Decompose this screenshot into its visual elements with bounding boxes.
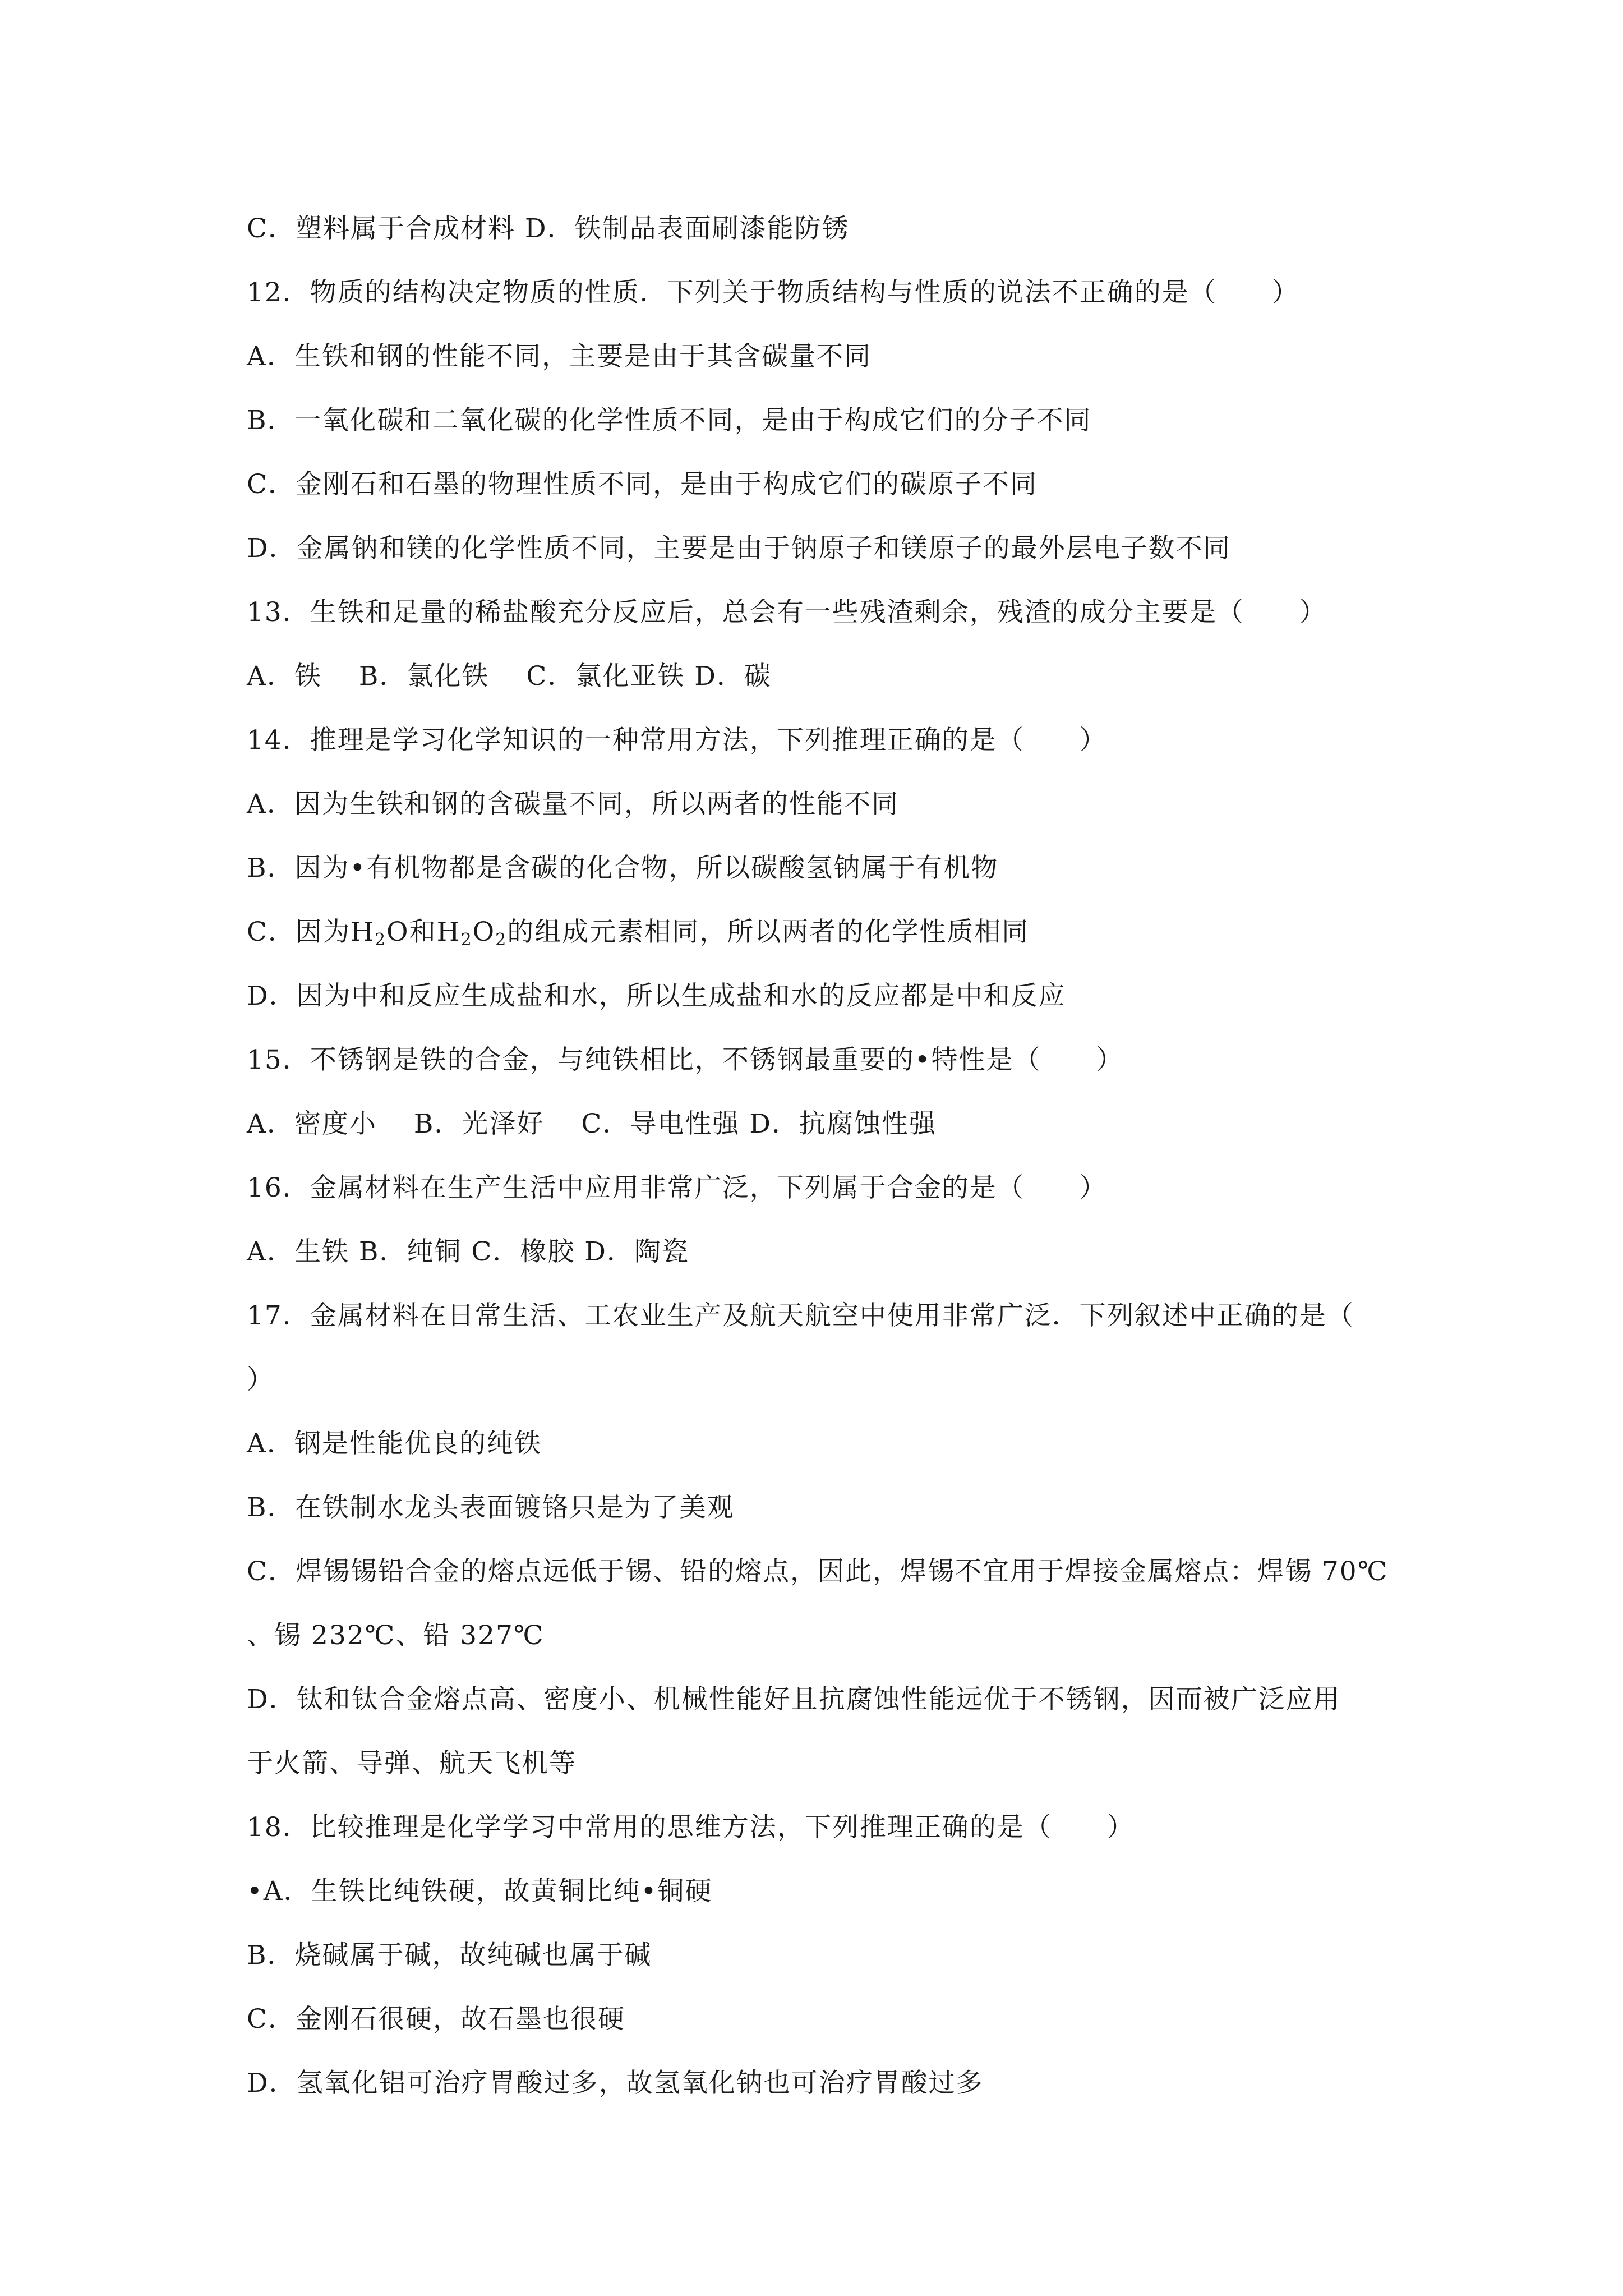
q14-option-b: B．因为•有机物都是含碳的化合物，所以碳酸氢钠属于有机物 [247,853,999,884]
q12-option-c: C．金刚石和石墨的物理性质不同，是由于构成它们的碳原子不同 [247,469,1038,500]
question-17-stem-cont: ） [247,1364,274,1395]
question-17-stem: 17．金属材料在日常生活、工农业生产及航天航空中使用非常广泛．下列叙述中正确的是（ [247,1300,1354,1331]
q18-option-a: •A．生铁比纯铁硬，故黄铜比纯•铜硬 [247,1876,713,1907]
q14c-suffix: 的组成元素相同，所以两者的化学性质相同 [507,917,1030,947]
q17-option-b: B．在铁制水龙头表面镀铬只是为了美观 [247,1492,735,1523]
q18-option-b: B．烧碱属于碱，故纯碱也属于碱 [247,1940,652,1971]
question-14-stem: 14．推理是学习化学知识的一种常用方法，下列推理正确的是（ ） [247,725,1107,756]
q16-options: A．生铁 B．纯铜 C．橡胶 D．陶瓷 [247,1236,689,1267]
q17-option-a: A．钢是性能优良的纯铁 [247,1428,542,1459]
q15-options: A．密度小 B．光泽好 C．导电性强 D．抗腐蚀性强 [247,1108,937,1139]
q14-option-c [247,915,1391,949]
q14c-mid-2: O [472,917,496,947]
q12-option-d: D．金属钠和镁的化学性质不同，主要是由于钠原子和镁原子的最外层电子数不同 [247,533,1231,564]
question-12-stem: 12．物质的结构决定物质的性质．下列关于物质结构与性质的说法不正确的是（ ） [247,277,1299,308]
question-15-stem: 15．不锈钢是铁的合金，与纯铁相比，不锈钢最重要的•特性是（ ） [247,1045,1124,1075]
q14-option-a: A．因为生铁和钢的含碳量不同，所以两者的性能不同 [247,789,899,820]
q12-option-a: A．生铁和钢的性能不同，主要是由于其含碳量不同 [247,341,872,372]
question-18-stem: 18．比较推理是化学学习中常用的思维方法，下列推理正确的是（ ） [247,1812,1135,1843]
q18-option-c: C．金刚石很硬，故石墨也很硬 [247,2004,625,2035]
q17-option-d-cont: 于火箭、导弹、航天飞机等 [247,1748,577,1779]
q11-option-cd: C．塑料属于合成材料 D．铁制品表面刷漆能防锈 [247,213,850,244]
q14c-sub-2: 2 [460,930,473,950]
question-16-stem: 16．金属材料在生产生活中应用非常广泛，下列属于合金的是（ ） [247,1172,1107,1203]
q14-option-d: D．因为中和反应生成盐和水，所以生成盐和水的反应都是中和反应 [247,981,1066,1011]
q13-options: A．铁 B．氯化铁 C．氯化亚铁 D．碳 [247,661,772,692]
q12-option-b: B．一氧化碳和二氧化碳的化学性质不同，是由于构成它们的分子不同 [247,405,1092,436]
q18-option-d: D．氢氧化铝可治疗胃酸过多，故氢氧化钠也可治疗胃酸过多 [247,2068,984,2099]
q14c-sub-3: 2 [495,930,508,950]
q14c-mid-1: O和H [386,917,461,947]
q14c-sub-1: 2 [374,930,387,950]
q14c-prefix: C．因为H [247,917,375,947]
q17-option-d: D．钛和钛合金熔点高、密度小、机械性能好且抗腐蚀性能远优于不锈钢，因而被广泛应用 [247,1684,1341,1715]
question-13-stem: 13．生铁和足量的稀盐酸充分反应后，总会有一些残渣剩余，残渣的成分主要是（ ） [247,597,1327,628]
q17-option-c-cont: 、锡 232℃、铅 327℃ [247,1620,545,1651]
q17-option-c: C．焊锡锡铅合金的熔点远低于锡、铅的熔点，因此，焊锡不宜用于焊接金属熔点：焊锡 70℃ [247,1556,1389,1587]
